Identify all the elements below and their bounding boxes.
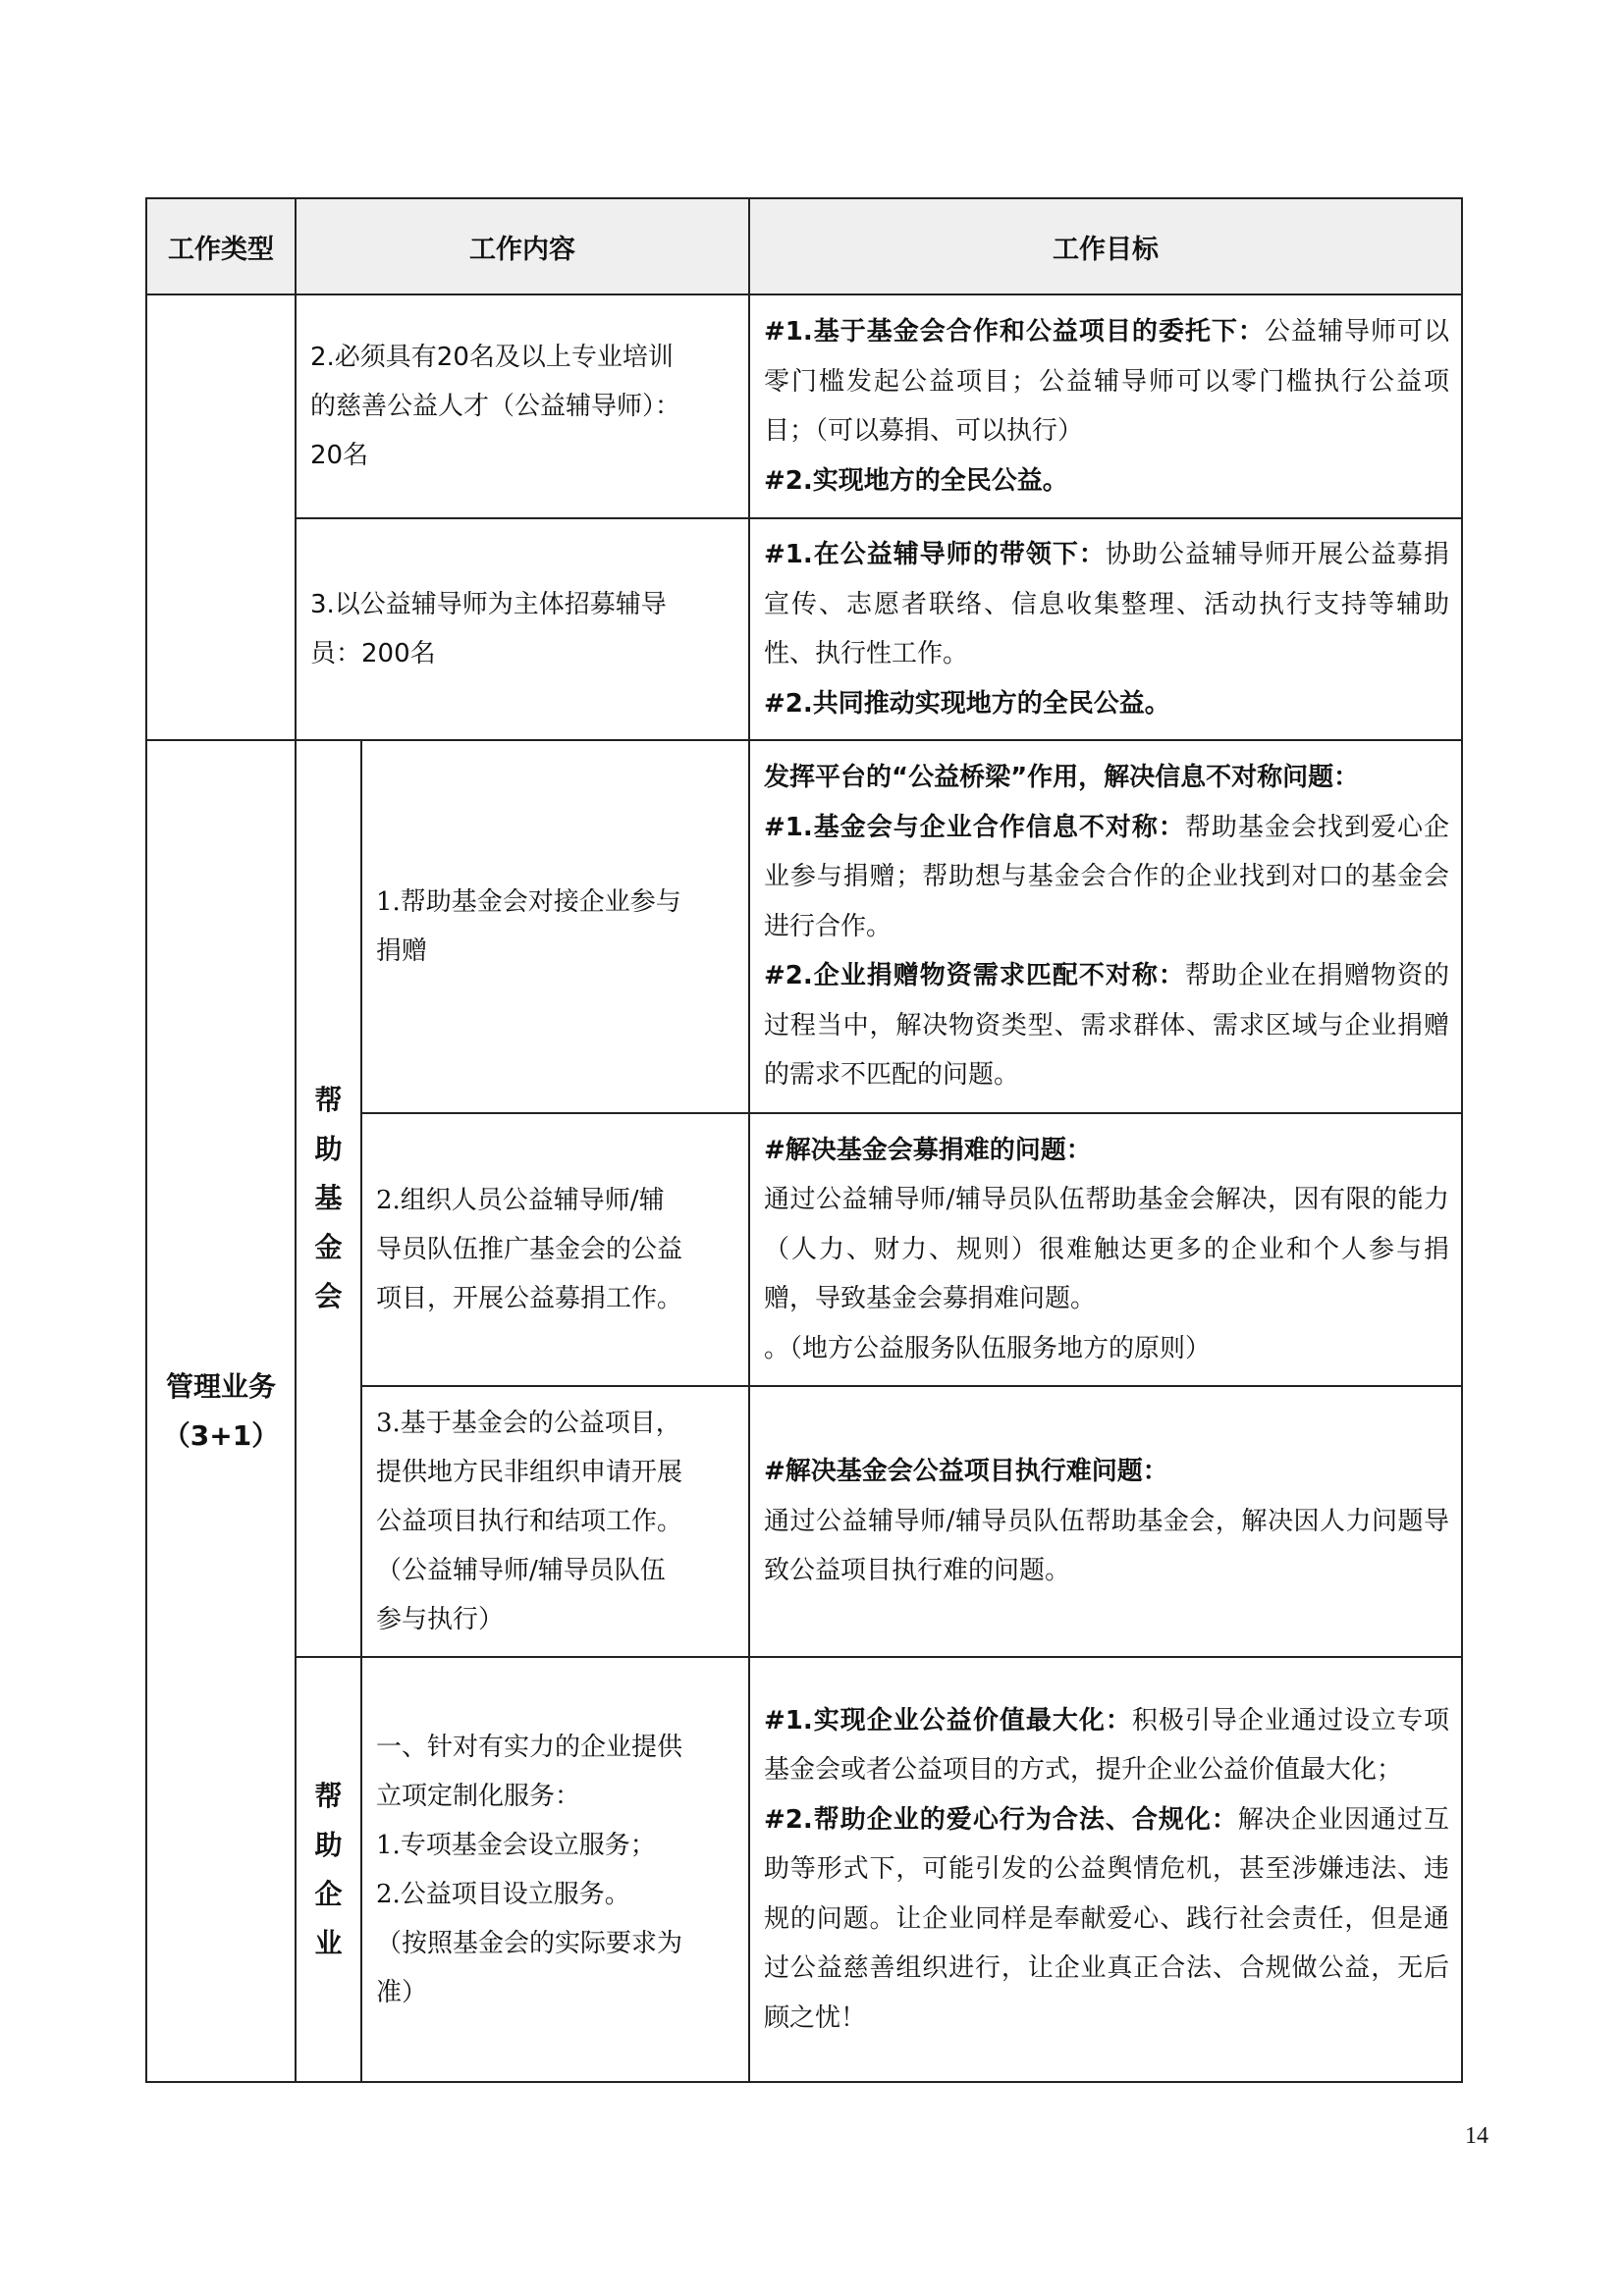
subcategory-help-enterprise bbox=[296, 1657, 361, 2082]
goal-cell bbox=[749, 1657, 1462, 2082]
goal-paragraph bbox=[764, 530, 1449, 679]
subcategory-char: 企 bbox=[314, 1877, 343, 1910]
category-sublabel: （3+1） bbox=[162, 1418, 280, 1452]
content-cell bbox=[361, 740, 749, 1113]
content-line: 1.帮助基金会对接企业参与 bbox=[376, 887, 681, 917]
goal-paragraph bbox=[764, 456, 1449, 507]
goal-bold: #2.企业捐赠物资需求匹配不对称： bbox=[764, 961, 1185, 991]
content-line: 立项定制化服务： bbox=[376, 1781, 581, 1811]
category-cell-empty bbox=[146, 294, 296, 740]
goal-paragraph bbox=[764, 1175, 1449, 1324]
content-line: 参与执行） bbox=[376, 1605, 505, 1634]
goal-bold: #1.基金会与企业合作信息不对称： bbox=[764, 812, 1185, 842]
content-line: 2.必须具有20名及以上专业培训 bbox=[310, 343, 674, 372]
goal-cell bbox=[749, 1113, 1462, 1386]
goal-paragraph bbox=[764, 753, 1449, 803]
goal-paragraph bbox=[764, 1126, 1449, 1176]
goal-cell bbox=[749, 740, 1462, 1113]
goal-text: 通过公益辅导师/辅导员队伍帮助基金会，解决因人力问题导致公益项目执行难的问题。 bbox=[764, 1506, 1449, 1586]
goal-bold: #1.基于基金会合作和公益项目的委托下： bbox=[764, 317, 1265, 347]
header-row bbox=[146, 198, 1462, 294]
content-line: 捐赠 bbox=[376, 936, 428, 966]
goal-bold: #2.共同推动实现地方的全民公益。 bbox=[764, 688, 1170, 719]
goal-text: 积极引导企业通过设立专项基金会或者公益项目的方式，提升企业公益价值最大化； bbox=[764, 1705, 1449, 1786]
goal-text: 帮助企业在捐赠物资的过程当中，解决物资类型、需求群体、需求区域与企业捐赠的需求不匹配的问题。 bbox=[764, 961, 1449, 1091]
goal-paragraph bbox=[764, 1696, 1449, 1795]
goal-cell bbox=[749, 294, 1462, 518]
content-line: （公益辅导师/辅导员队伍 bbox=[376, 1556, 666, 1585]
work-table bbox=[145, 197, 1463, 2083]
goal-cell bbox=[749, 1386, 1462, 1657]
content-line: 3.以公益辅导师为主体招募辅导 bbox=[310, 590, 667, 619]
subcategory-char: 金 bbox=[314, 1231, 343, 1263]
goal-bold: #2.帮助企业的爱心行为合法、合规化： bbox=[764, 1804, 1238, 1835]
content-line: 的慈善公益人才（公益辅导师）： bbox=[310, 392, 681, 421]
table-row bbox=[146, 740, 1462, 1113]
subcategory-char: 业 bbox=[314, 1926, 343, 1959]
goal-text: 协助公益辅导师开展公益募捐宣传、志愿者联络、信息收集整理、活动执行支持等辅助性、执行性工作。 bbox=[764, 540, 1449, 668]
page-number: 14 bbox=[1465, 2123, 1489, 2149]
table-row bbox=[146, 518, 1462, 740]
header-work-goal: 工作目标 bbox=[749, 198, 1462, 294]
category-management bbox=[146, 740, 296, 2082]
goal-paragraph bbox=[764, 951, 1449, 1100]
header-work-content: 工作内容 bbox=[296, 198, 749, 294]
content-line: 2.组织人员公益辅导师/辅 bbox=[376, 1186, 665, 1215]
subcategory-char: 助 bbox=[314, 1133, 343, 1165]
goal-text: 帮助基金会找到爱心企业参与捐赠；帮助想与基金会合作的企业找到对口的基金会进行合作。 bbox=[764, 812, 1449, 941]
goal-paragraph bbox=[764, 1447, 1449, 1497]
content-cell bbox=[296, 294, 749, 518]
table-row bbox=[146, 294, 1462, 518]
goal-bold: #1.实现企业公益价值最大化： bbox=[764, 1705, 1132, 1735]
goal-cell bbox=[749, 518, 1462, 740]
goal-bold: #1.在公益辅导师的带领下： bbox=[764, 540, 1106, 569]
goal-paragraph bbox=[764, 679, 1449, 729]
goal-text: 。（地方公益服务队伍服务地方的原则） bbox=[764, 1333, 1212, 1363]
content-cell bbox=[361, 1386, 749, 1657]
content-line: 公益项目执行和结项工作。 bbox=[376, 1507, 683, 1536]
content-line: 2.公益项目设立服务。 bbox=[376, 1879, 630, 1909]
goal-text: 公益辅导师可以零门槛发起公益项目；公益辅导师可以零门槛执行公益项目；（可以募捐、可以执行） bbox=[764, 317, 1449, 446]
goal-paragraph bbox=[764, 1324, 1449, 1374]
goal-paragraph bbox=[764, 803, 1449, 952]
category-label: 管理业务 bbox=[165, 1369, 276, 1403]
goal-text: 解决企业因通过互助等形式下，可能引发的公益舆情危机，甚至涉嫌违法、违规的问题。让企业同样是奉献爱心、践行社会责任，但是通过公益慈善组织进行，让企业真正合法、合规做公益，无后顾之忧！ bbox=[764, 1804, 1449, 2033]
subcategory-char: 会 bbox=[314, 1280, 343, 1312]
content-cell bbox=[361, 1657, 749, 2082]
subcategory-char: 帮 bbox=[314, 1779, 343, 1812]
content-line: 3.基于基金会的公益项目， bbox=[376, 1409, 681, 1438]
subcategory-char: 助 bbox=[314, 1828, 343, 1861]
header-work-type: 工作类型 bbox=[146, 198, 296, 294]
goal-text: 通过公益辅导师/辅导员队伍帮助基金会解决，因有限的能力（人力、财力、规则）很难触达更多的企业和个人参与捐赠，导致基金会募捐难问题。 bbox=[764, 1185, 1449, 1314]
subcategory-help-foundation bbox=[296, 740, 361, 1657]
goal-bold: 发挥平台的“公益桥梁”作用，解决信息不对称问题： bbox=[764, 763, 1360, 793]
goal-paragraph bbox=[764, 307, 1449, 456]
goal-bold: #解决基金会募捐难的问题： bbox=[764, 1135, 1092, 1165]
content-line: 导员队伍推广基金会的公益 bbox=[376, 1235, 683, 1264]
content-line: 1.专项基金会设立服务； bbox=[376, 1830, 656, 1860]
table-row bbox=[146, 1657, 1462, 2082]
goal-bold: #解决基金会公益项目执行难问题： bbox=[764, 1457, 1168, 1487]
goal-paragraph bbox=[764, 1795, 1449, 2044]
content-line: 提供地方民非组织申请开展 bbox=[376, 1458, 683, 1487]
content-line: 一、针对有实力的企业提供 bbox=[376, 1732, 683, 1762]
subcategory-char: 帮 bbox=[314, 1084, 343, 1116]
content-line: 项目，开展公益募捐工作。 bbox=[376, 1284, 683, 1313]
content-line: （按照基金会的实际要求为 bbox=[376, 1928, 683, 1958]
content-line: 20名 bbox=[310, 441, 369, 470]
content-line: 员：200名 bbox=[310, 639, 436, 668]
goal-bold: #2.实现地方的全民公益。 bbox=[764, 465, 1068, 496]
subcategory-char: 基 bbox=[314, 1182, 343, 1214]
content-line: 准） bbox=[376, 1977, 428, 2007]
content-cell bbox=[361, 1113, 749, 1386]
goal-paragraph bbox=[764, 1497, 1449, 1596]
content-cell bbox=[296, 518, 749, 740]
